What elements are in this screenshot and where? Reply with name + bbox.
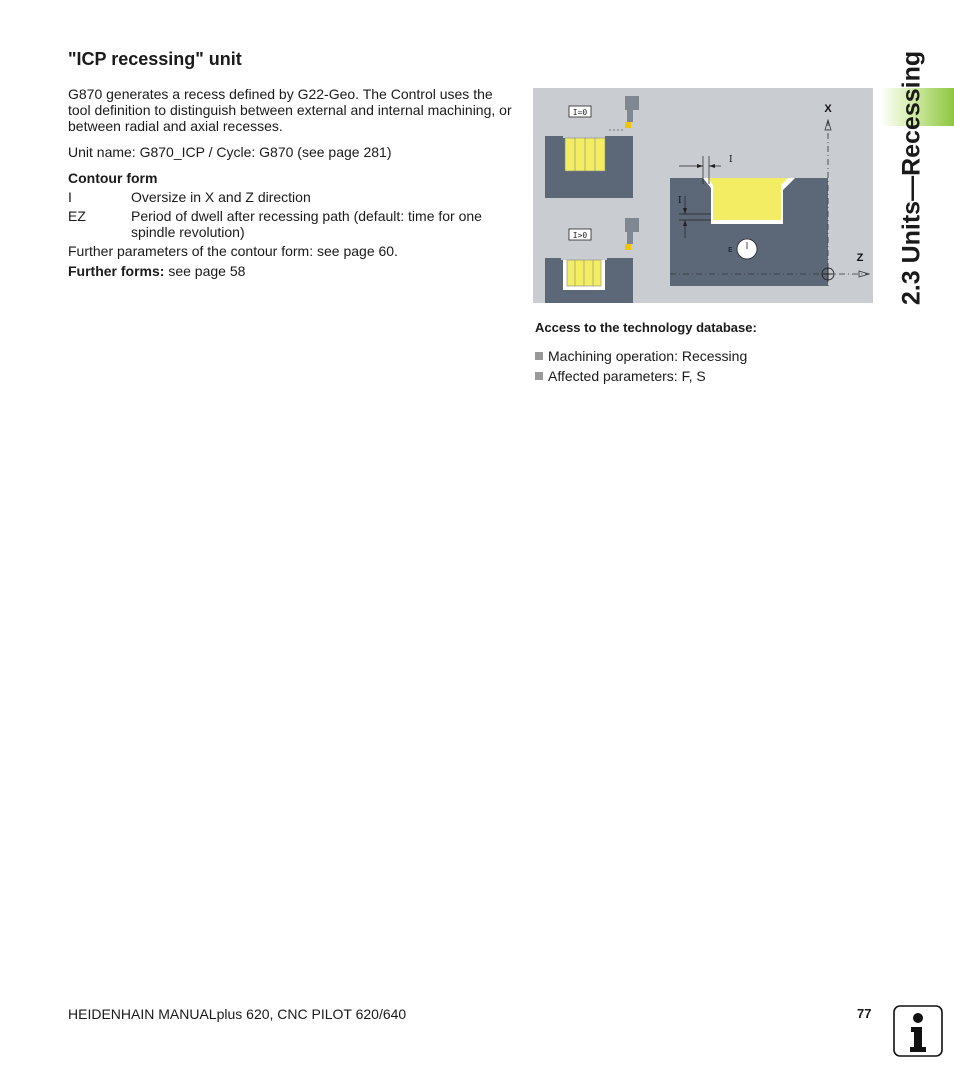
further-forms-line	[68, 263, 513, 279]
bullet-square-icon	[535, 372, 543, 380]
dwell-label: E	[728, 246, 733, 254]
further-forms-label: Further forms:	[68, 263, 165, 279]
contour-form-heading: Contour form	[68, 170, 158, 186]
unit-name-line: Unit name: G870_ICP / Cycle: G870 (see page 281)	[68, 144, 392, 160]
recess-diagram	[533, 88, 873, 303]
chapter-side-title: 2.3 Units—Recessing	[897, 50, 926, 306]
info-icon	[893, 1005, 943, 1057]
parameter-description: Period of dwell after recessing path (default: time for one spindle revolution)	[131, 208, 482, 240]
further-parameters-line: Further parameters of the contour form: see page 60.	[68, 243, 398, 259]
dimension-i-vertical: I	[678, 196, 682, 206]
dimension-i-horizontal: I	[729, 155, 733, 165]
parameter-list	[68, 189, 513, 243]
label-i-zero: I=0	[572, 108, 588, 117]
list-item: Machining operation: Recessing	[535, 346, 747, 366]
page-title: "ICP recessing" unit	[68, 49, 242, 69]
parameter-row-i	[68, 189, 513, 205]
x-axis-label: X	[824, 103, 832, 115]
parameter-term: I	[68, 189, 72, 205]
parameter-row-ez	[68, 208, 513, 240]
tool-insert-icon	[625, 244, 631, 250]
label-i-greater-zero: I>0	[572, 231, 588, 240]
further-forms-reference: see page 58	[164, 263, 246, 279]
intro-paragraph: G870 generates a recess defined by G22-Geo. The Control uses the tool definition to distinguish between external and internal machining, or between radial and axial recesses.	[68, 86, 512, 134]
tech-db-heading: Access to the technology database:	[535, 320, 757, 335]
tech-db-list	[535, 346, 747, 386]
bullet-square-icon	[535, 352, 543, 360]
z-axis-label: Z	[856, 252, 864, 264]
recess-area	[708, 178, 788, 220]
parameter-description: Oversize in X and Z direction	[131, 189, 311, 205]
parameter-term: EZ	[68, 208, 86, 224]
footer-text: HEIDENHAIN MANUALplus 620, CNC PILOT 620/640	[68, 1006, 407, 1022]
list-item: Affected parameters: F, S	[535, 366, 747, 386]
tool-insert-icon	[625, 122, 631, 128]
page-number: 77	[857, 1006, 872, 1021]
